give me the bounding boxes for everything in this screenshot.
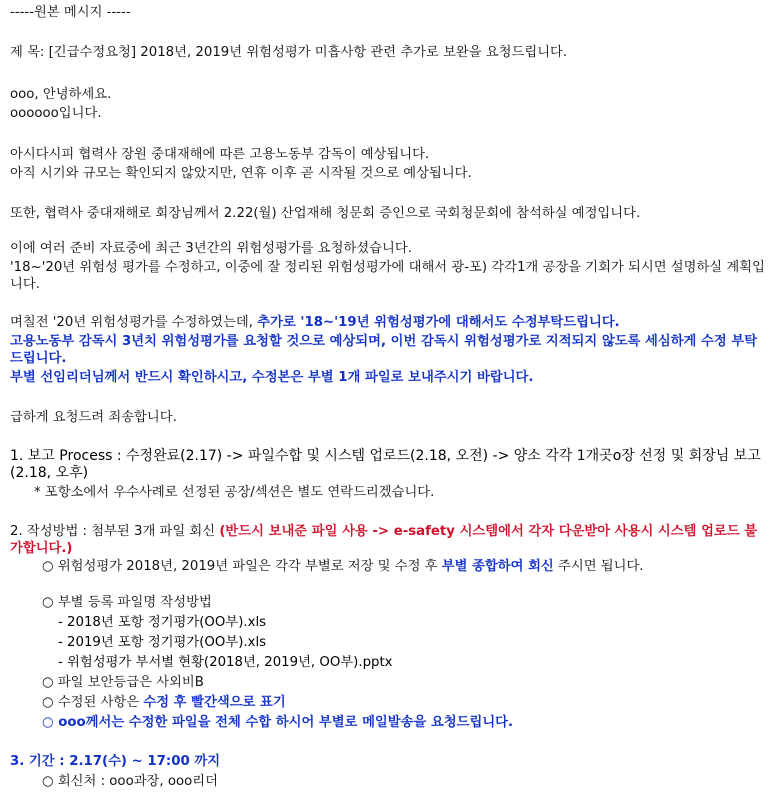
item-2-warning: (반드시 보내준 파일 사용 -> e-safety 시스템에서 각자 다운받아 사용시 시스템 업로드 불가합니다.) xyxy=(10,524,758,556)
item-2-prefix: 2. 작성방법 : 첨부된 3개 파일 회신 xyxy=(10,524,220,539)
paragraph-1-line-1: 아시다시피 협력사 장원 중대재해에 따른 고용노동부 감독이 예상됩니다. xyxy=(10,147,430,162)
email-subject: 제 목: [긴급수정요청] 2018년, 2019년 위험성평가 미흡사항 관련 추가로 보완을 요청드립니다. xyxy=(10,45,568,60)
item-2-d-prefix: ○ 수정된 사항은 xyxy=(42,695,144,710)
item-2-a-prefix: ○ 위험성평가 2018년, 2019년 파일은 각각 부별로 저장 및 수정 후 xyxy=(42,559,442,574)
apology-line: 급하게 요청드려 죄송합니다. xyxy=(10,410,177,425)
item-2-a-suffix: 주시면 됩니다. xyxy=(553,559,644,574)
filename-2018: - 2018년 포항 정기평가(OO부).xls xyxy=(58,615,267,630)
item-2-a xyxy=(10,558,765,575)
item-1-report-process: 1. 보고 Process : 수정완료(2.17) -> 파일수합 및 시스템 업로드(2.18, 오전) -> 양소 각각 1개곳o장 선정 및 회장님 보고(2.18, 오후) xyxy=(10,448,761,481)
item-2-d-highlight: 수정 후 빨간색으로 표기 xyxy=(143,695,286,710)
item-2-method xyxy=(10,523,765,557)
greeting-sender: oooooo입니다. xyxy=(10,106,102,121)
paragraph-2-line-2: 이에 여러 준비 자료중에 최근 3년간의 위험성평가를 요청하셨습니다. xyxy=(10,241,412,256)
item-2-a-highlight: 부별 종합하여 회신 xyxy=(441,559,554,574)
item-3-reply-to: ○ 회신처 : ooo과장, ooo리더 xyxy=(42,774,218,789)
paragraph-2-line-1: 또한, 협력사 중대재해로 회장님께서 2.22(월) 산업재해 청문회 증인으로 국회청문회에 참석하실 예정입니다. xyxy=(10,206,641,221)
paragraph-3-line-3: 부별 선임리더님께서 반드시 확인하시고, 수정본은 부별 1개 파일로 보내주시기 바랍니다. xyxy=(10,370,534,385)
paragraph-3-line-1 xyxy=(10,314,620,332)
item-3-period: 3. 기간 : 2.17(수) ~ 17:00 까지 xyxy=(10,754,221,769)
item-2-b: ○ 부별 등록 파일명 작성방법 xyxy=(42,595,212,610)
greeting-recipient: ooo, 안녕하세요. xyxy=(10,87,112,102)
item-2-d xyxy=(42,694,286,712)
paragraph-3-request: 추가로 '18~'19년 위험성평가에 대해서도 수정부탁드립니다. xyxy=(257,315,620,330)
item-2-e: ○ ooo께서는 수정한 파일을 전체 수합 하시어 부별로 메일발송을 요청드립니다. xyxy=(42,715,514,730)
paragraph-3-prefix: 며칠전 '20년 위험성평가를 수정하였는데, xyxy=(10,315,258,330)
paragraph-1-line-2: 아직 시기와 규모는 확인되지 않았지만, 연휴 이후 곧 시작될 것으로 예상됩니다. xyxy=(10,166,472,181)
filename-2019: - 2019년 포항 정기평가(OO부).xls xyxy=(58,635,267,650)
paragraph-3-line-2: 고용노동부 감독시 3년치 위험성평가를 요청할 것으로 예상되며, 이번 감독시 위험성평가로 지적되지 않도록 세심하게 수정 부탁드립니다. xyxy=(10,334,758,366)
filename-status-pptx: - 위험성평가 부서별 현황(2018년, 2019년, OO부).pptx xyxy=(58,655,393,670)
item-1-note: * 포항소에서 우수사례로 선정된 공장/섹션은 별도 연락드리겠습니다. xyxy=(34,485,435,500)
item-2-c: ○ 파일 보안등급은 사외비B xyxy=(42,675,204,690)
original-message-separator: -----원본 메시지 ----- xyxy=(10,5,131,20)
paragraph-2-line-3: '18~'20년 위험성 평가를 수정하고, 이중에 잘 정리된 위험성평가에 대해서 광-포) 각각1개 공장을 기회가 되시면 설명하실 계획입니다. xyxy=(10,260,765,292)
